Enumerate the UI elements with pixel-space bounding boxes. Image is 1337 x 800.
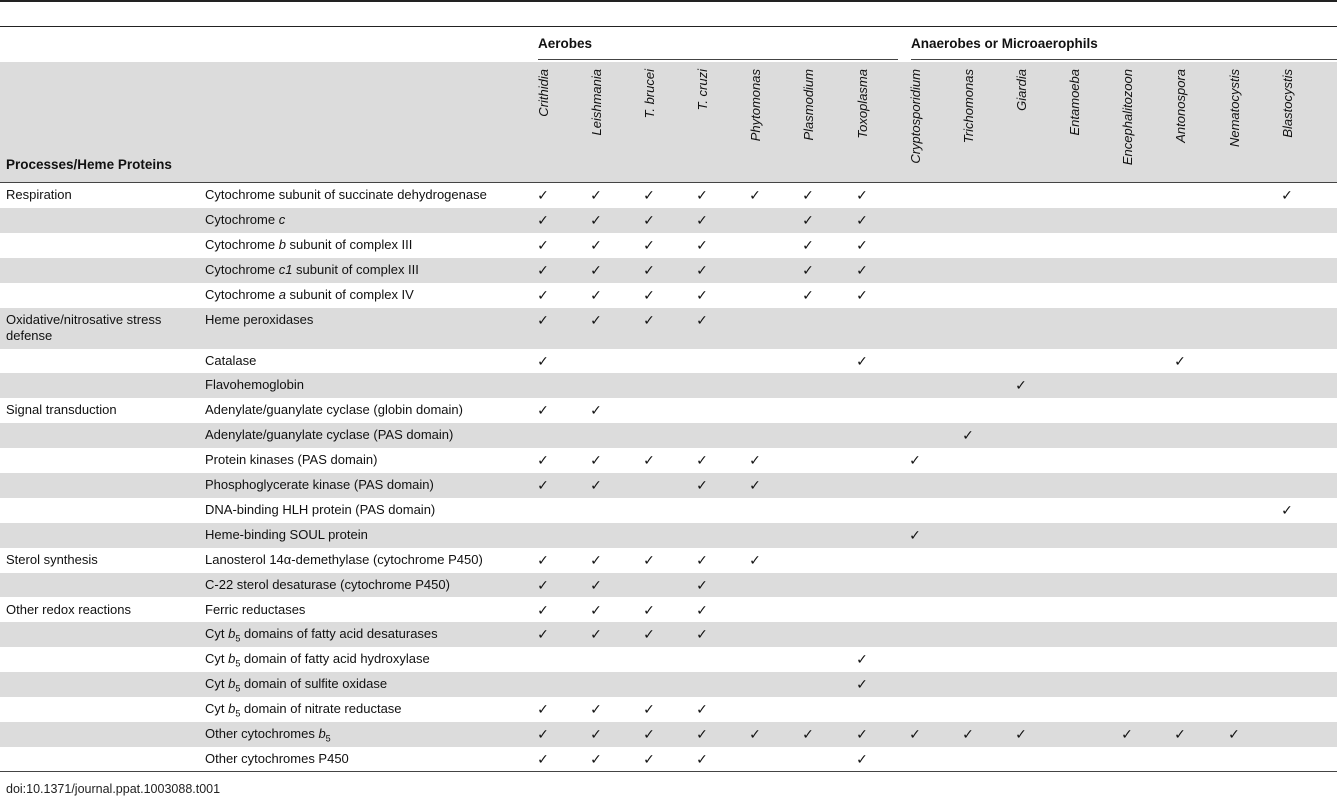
table-row [0,722,1337,747]
check-mark: ✓ [643,211,655,228]
table-row [0,423,1337,448]
check-mark: ✓ [696,750,708,767]
table-row [0,308,1337,349]
table-row [0,349,1337,374]
heme-protein-cell: Adenylate/guanylate cyclase (globin domain) [205,402,463,418]
check-mark: ✓ [590,187,602,203]
check-mark: ✓ [696,626,708,643]
organism-header: Encephalitozoon [1120,69,1135,166]
check-mark: ✓ [802,187,814,203]
check-mark: ✓ [856,286,868,303]
organism-header: Antonospora [1173,69,1188,143]
check-mark: ✓ [696,701,708,718]
check-mark: ✓ [643,551,655,568]
check-mark: ✓ [643,701,655,718]
table-row [0,622,1337,647]
check-mark: ✓ [643,750,655,767]
heme-protein-cell: Cytochrome c1 subunit of complex III [205,261,419,277]
check-mark: ✓ [962,427,974,444]
check-mark: ✓ [590,477,602,493]
table-bottom-rule [0,771,1337,772]
heme-protein-cell: Cyt $b_5$ domain of fatty acid hydroxylase [205,651,430,669]
check-mark: ✓ [537,452,549,469]
check-mark: ✓ [643,236,655,253]
organism-header: T. cruzi [695,69,710,111]
table-row [0,647,1337,672]
check-mark: ✓ [537,726,549,742]
heme-protein-cell: Cyt $b_5$ domain of sulfite oxidase [205,676,388,694]
check-mark: ✓ [537,261,549,278]
check-mark: ✓ [537,601,549,618]
check-mark: ✓ [856,261,868,278]
check-mark: ✓ [590,211,602,228]
check-mark: ✓ [802,726,814,742]
table-row [0,448,1337,473]
heme-protein-cell: Ferric reductases [205,601,306,617]
table-row [0,233,1337,258]
organism-header-band [0,62,1337,182]
check-mark: ✓ [590,726,602,742]
check-mark: ✓ [590,701,602,718]
check-mark: ✓ [909,452,921,469]
check-mark: ✓ [696,477,708,493]
check-mark: ✓ [643,601,655,618]
check-mark: ✓ [856,676,868,693]
check-mark: ✓ [1228,726,1240,742]
check-mark: ✓ [537,311,549,328]
organism-header: Crithidia [536,69,551,117]
check-mark: ✓ [962,726,974,742]
check-mark: ✓ [749,452,761,469]
check-mark: ✓ [696,601,708,618]
check-mark: ✓ [590,551,602,568]
organism-header: Nematocystis [1227,69,1242,148]
check-mark: ✓ [856,211,868,228]
heme-protein-cell: Catalase [205,352,257,368]
check-mark: ✓ [590,576,602,593]
check-mark: ✓ [537,352,549,369]
table-row [0,523,1337,548]
heme-protein-cell: Cytochrome a subunit of complex IV [205,286,414,302]
group-underline-aerobes [538,59,898,60]
heme-protein-cell: Cytochrome b subunit of complex III [205,236,413,252]
group-header-aerobes: Aerobes [538,36,593,51]
heme-protein-cell: Cyt $b_5$ domain of nitrate reductase [205,701,402,719]
top-rule [0,0,1337,2]
table-row [0,208,1337,233]
table-row [0,258,1337,283]
check-mark: ✓ [537,187,549,203]
heme-protein-cell: Other cytochromes $b_5$ [205,726,331,744]
check-mark: ✓ [856,187,868,203]
heme-protein-cell: Protein kinases (PAS domain) [205,452,378,468]
check-mark: ✓ [696,311,708,328]
check-mark: ✓ [749,477,761,493]
check-mark: ✓ [909,526,921,543]
check-mark: ✓ [856,352,868,369]
organism-header: Trichomonas [961,69,976,144]
check-mark: ✓ [537,236,549,253]
check-mark: ✓ [696,187,708,203]
heme-protein-cell: Flavohemoglobin [205,377,305,393]
check-mark: ✓ [696,452,708,469]
check-mark: ✓ [696,236,708,253]
check-mark: ✓ [696,726,708,742]
heme-protein-cell: Adenylate/guanylate cyclase (PAS domain) [205,427,454,443]
heme-protein-cell: Heme peroxidases [205,311,314,327]
process-cell: Respiration [6,187,72,202]
table-row [0,498,1337,523]
check-mark: ✓ [590,452,602,469]
table-row [0,598,1337,623]
check-mark: ✓ [909,726,921,742]
check-mark: ✓ [856,236,868,253]
check-mark: ✓ [696,211,708,228]
check-mark: ✓ [696,576,708,593]
check-mark: ✓ [643,286,655,303]
check-mark: ✓ [1281,501,1293,518]
group-underline-anaerobes [911,59,1337,60]
heme-protein-cell: Cytochrome c [205,211,286,227]
check-mark: ✓ [749,726,761,742]
organism-header: Toxoplasma [855,69,870,139]
check-mark: ✓ [590,286,602,303]
check-mark: ✓ [537,286,549,303]
check-mark: ✓ [802,261,814,278]
heme-protein-cell: DNA-binding HLH protein (PAS domain) [205,501,436,517]
table-row [0,473,1337,498]
heme-protein-cell: Cytochrome subunit of succinate dehydrogenase [205,187,487,202]
check-mark: ✓ [802,211,814,228]
organism-header: Cryptosporidium [908,69,923,164]
table-row [0,183,1337,208]
table-row [0,283,1337,308]
check-mark: ✓ [696,261,708,278]
check-mark: ✓ [1121,726,1133,742]
check-mark: ✓ [537,551,549,568]
check-mark: ✓ [537,477,549,493]
organism-header: Leishmania [589,69,604,136]
organism-header: Entamoeba [1067,69,1082,136]
header-top-rule [0,26,1337,27]
check-mark: ✓ [1174,352,1186,369]
check-mark: ✓ [1281,187,1293,203]
check-mark: ✓ [856,750,868,767]
heme-protein-cell: Phosphoglycerate kinase (PAS domain) [205,477,434,492]
table-row [0,573,1337,598]
process-cell: Signal transduction [6,402,117,418]
table-row [0,672,1337,697]
check-mark: ✓ [856,726,868,742]
heme-protein-cell: C-22 sterol desaturase (cytochrome P450) [205,576,450,592]
table-row [0,697,1337,722]
check-mark: ✓ [643,187,655,203]
process-cell: Other redox reactions [6,601,132,617]
check-mark: ✓ [590,626,602,643]
check-mark: ✓ [537,576,549,593]
heme-protein-cell: Other cytochromes P450 [205,750,349,766]
doi-footer: doi:10.1371/journal.ppat.1003088.t001 [6,782,221,796]
check-mark: ✓ [856,651,868,668]
check-mark: ✓ [1174,726,1186,742]
check-mark: ✓ [802,286,814,303]
process-cell: Oxidative/nitrosative stress defense [6,311,162,343]
process-cell: Sterol synthesis [6,551,98,567]
check-mark: ✓ [590,261,602,278]
check-mark: ✓ [537,402,549,419]
check-mark: ✓ [1015,726,1027,742]
check-mark: ✓ [643,726,655,742]
check-mark: ✓ [537,626,549,643]
organism-header: Blastocystis [1280,69,1295,138]
check-mark: ✓ [537,211,549,228]
check-mark: ✓ [696,286,708,303]
table-row [0,548,1337,573]
check-mark: ✓ [643,261,655,278]
group-header-anaerobes: Anaerobes or Microaerophils [911,36,1098,51]
check-mark: ✓ [1015,377,1027,394]
organism-header: Giardia [1014,69,1029,111]
check-mark: ✓ [643,452,655,469]
check-mark: ✓ [590,601,602,618]
process-column-header: Processes/Heme Proteins [6,157,172,172]
heme-protein-cell: Heme-binding SOUL protein [205,526,368,542]
check-mark: ✓ [590,311,602,328]
organism-header: T. brucei [642,69,657,119]
check-mark: ✓ [643,311,655,328]
organism-header: Plasmodium [801,69,816,141]
table-row [0,398,1337,423]
table-row [0,373,1337,398]
check-mark: ✓ [537,701,549,718]
check-mark: ✓ [802,236,814,253]
organism-header: Phytomonas [748,69,763,142]
check-mark: ✓ [696,551,708,568]
check-mark: ✓ [643,626,655,643]
check-mark: ✓ [749,187,761,203]
heme-protein-cell: Lanosterol 14α-demethylase (cytochrome P450) [205,551,483,567]
check-mark: ✓ [590,236,602,253]
heme-protein-cell: Cyt $b_5$ domains of fatty acid desaturases [205,626,438,644]
check-mark: ✓ [590,750,602,767]
check-mark: ✓ [537,750,549,767]
check-mark: ✓ [749,551,761,568]
table-row [0,747,1337,772]
check-mark: ✓ [590,402,602,419]
